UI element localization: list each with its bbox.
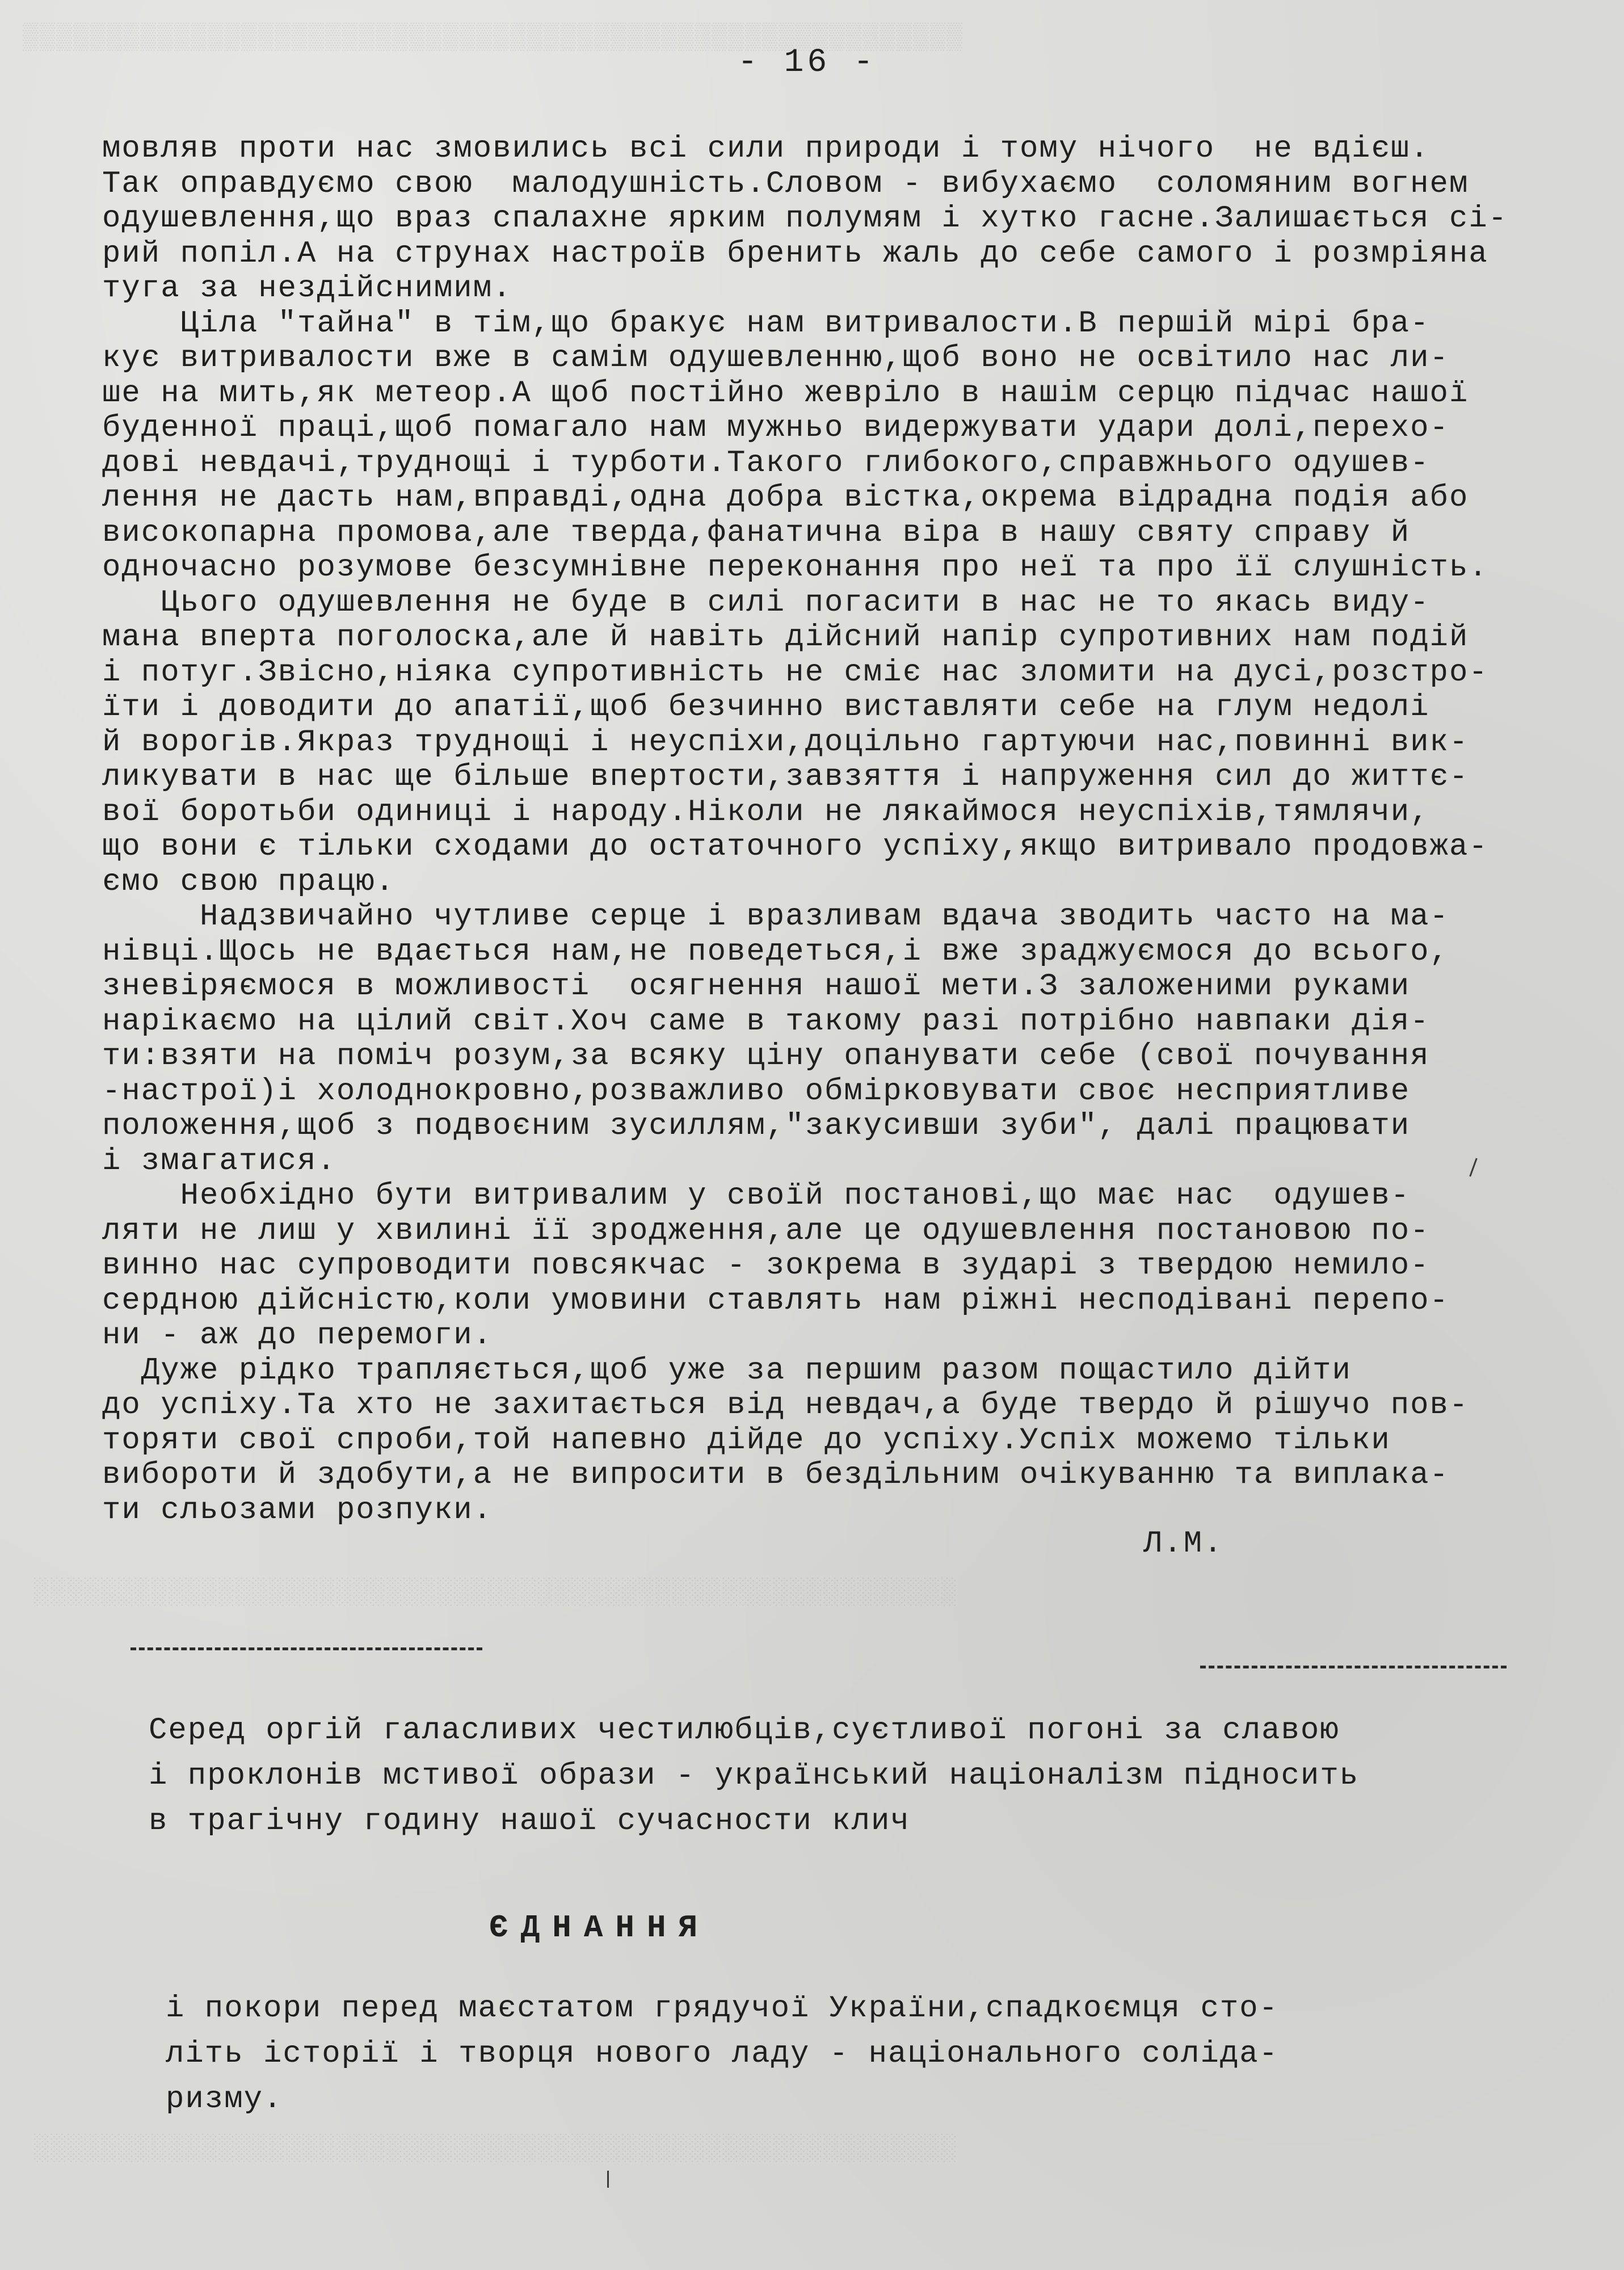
paragraph-4: Надзвичайно чутливе серце і вразливам вдача зводить часто на ма- нівці.Щось не вдається нам,не поведеться,і вже зраджуємося до всього, зневіряємося в можливості осягнення нашої мети.З заложеними руками нарікаємо на цілий світ.Хоч саме в такому разі потрібно навпаки дія- ти:взяти на поміч розум,за всяку ціну опанувати себе (свої почування -настрої)і холоднокровно,розважливо обмірковувати своє несприятливе положення,щоб з подвоєним зусиллям,"закусивши зуби", далі працювати і змагатися. — [102, 899, 1449, 1179]
bleed-through-texture: ░░░░░░░░░░░░░░░░░░░░░░░░░░░░░░░░░░░░░░░░░░░░░░░░░░░░░░░ — [34, 1578, 958, 1607]
paragraph-2: Ціла "тайна" в тім,що бракує нам витривалости.В першій мірі бра- кує витривалости вже в самім одушевленню,щоб воно не освітило нас ли- ше на мить,як метеор.А щоб постійно жевріло в нашім серцю підчас нашої буденної праці,щоб помагало нам мужньо видержувати удари долі,перехо- дові невдачі,труднощі і турботи.Такого глибокого,справжнього одушев- лення не дасть нам,вправді,одна добра вістка,окрема відрадна подія або високопарна промова,але тверда,фанатична віра в нашу святу справу й одночасно розумове безсумнівне переконання про неї та про її слушність. — [102, 306, 1488, 585]
paragraph-6: Дуже рідко трапляється,щоб уже за першим разом пощастило дійти до успіху.Та хто не захитається від невдач,а буде твердо й рішучо пов- торяти свої спроби,той напевно дійде до успіху.Успіх можемо тільки вибороти й здобути,а не випросити в бездільним очікуванню та виплака- ти сльозами розпуки. — [102, 1353, 1469, 1528]
closing-tail-text: і покори перед маєстатом грядучої України,спадкоємця сто- літь історії і творця нового ладу - національного соліда- ризму. — [166, 1991, 1279, 2117]
bleed-through-texture: ▒▒▒▒▒▒▒▒▒▒▒▒▒▒▒▒▒▒▒▒▒▒▒▒▒▒▒▒▒▒▒▒▒▒▒▒▒▒▒▒▒▒▒▒▒▒▒▒▒▒▒▒▒▒▒▒ — [23, 23, 964, 52]
margin-pencil-mark — [607, 2171, 609, 2188]
dashed-divider-right — [1200, 1666, 1507, 1668]
author-signature: Л.М. — [1143, 1527, 1224, 1561]
page-number: - 16 - — [738, 44, 877, 81]
closing-lead-text: Серед оргій галасливих честилюбців,суєтливої погоні за славою і проклонів мстивої образи - український націоналізм підносить в трагічну годину нашої сучасности клич — [149, 1713, 1360, 1839]
article-body — [102, 132, 1589, 1528]
dashed-divider-left — [131, 1647, 482, 1650]
bleed-through-texture: ░░░░░░░░░░░░░░░░░░░░░░░░░░░░░░░░░░░░░░░░░░░░░░░░░░░░░░░ — [34, 2134, 958, 2163]
paragraph-1: мовляв проти нас змовились всі сили природи і тому нічого не вдієш. Так оправдуємо свою малодушність.Словом - вибухаємо соломяним вогнем одушевлення,що враз спалахне ярким полумям і хутко гасне.Залишається сі- рий попіл.А на струнах настроїв бренить жаль до себе самого і розмріяна туга за нездійснимим. — [102, 132, 1508, 306]
paragraph-5: Необхідно бути витривалим у своїй постанові,що має нас одушев- ляти не лиш у хвилині її зродження,але це одушевлення постановою по- винно нас супроводити повсякчас - зокрема в зударі з твердою немило- сердною дійсністю,коли умовини ставлять нам ріжні несподівані перепо- ни - аж до перемоги. — [102, 1179, 1449, 1353]
paragraph-3: Цього одушевлення не буде в силі погасити в нас не то якась виду- мана вперта поголоска,але й навіть дійсний напір супротивних нам подій і потуг.Звісно,ніяка супротивність не сміє нас зломити на дусі,розстро- їти і доводити до апатії,щоб безчинно виставляти себе на глум недолі й ворогів.Якраз труднощі і неуспіхи,доцільно гартуючи нас,повинні вик- ликувати в нас ще більше впертости,завзяття і напруження сил до життє- вої боротьби одиниці і народу.Ніколи не лякаймося неуспіхів,тямлячи, що вони є тільки сходами до остаточного успіху,якщо витривало продовжа- ємо свою працю. — [102, 585, 1488, 899]
closing-heading: ЄДНАННЯ — [489, 1910, 710, 1946]
